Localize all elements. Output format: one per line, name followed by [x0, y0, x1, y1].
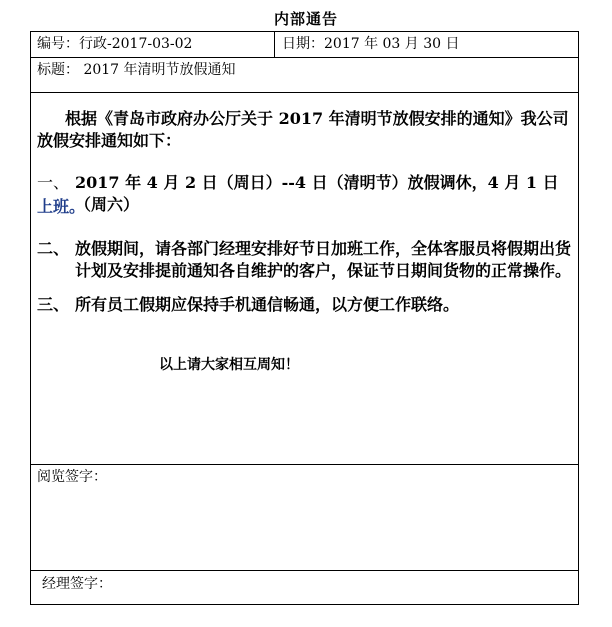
row-divider	[31, 92, 578, 93]
list-item	[37, 294, 575, 316]
document-title: 内部通告	[273, 10, 338, 28]
manager-signature-label: 经理签字：	[42, 576, 112, 592]
item-number: 二、	[37, 239, 70, 258]
item-continuation: 上班。	[37, 197, 86, 216]
document-date: 日期：2017 年 03 月 30 日	[282, 36, 460, 52]
notice-table	[30, 31, 579, 605]
document-number: 编号：行政-2017-03-02	[37, 36, 193, 52]
closing-remark: 以上请大家相互周知！	[159, 357, 299, 373]
row-divider	[31, 570, 578, 571]
item-text: 2017 年 4 月 2 日（周日）--4 日（清明节）放假调休，4 月 1 日（周六）	[75, 173, 559, 214]
item-text: 所有员工假期应保持手机通信畅通，以方便工作联络。	[75, 295, 460, 314]
item-text: 放假期间，请各部门经理安排好节日加班工作，全体客服员将假期出货计划及安排提前通知各自维护的客户，保证节日期间货物的正常操作。	[75, 239, 572, 280]
item-number: 一、	[37, 173, 70, 192]
intro-paragraph: 根据《青岛市政府办公厅关于 2017 年清明节放假安排的通知》我公司放假安排通知如下：	[37, 109, 569, 150]
row-divider	[31, 464, 578, 465]
document-subject: 标题： 2017 年清明节放假通知	[37, 62, 236, 78]
list-item	[37, 238, 575, 282]
item-number: 三、	[37, 295, 70, 314]
review-signature-label: 阅览签字：	[37, 469, 107, 485]
header-divider	[274, 32, 275, 58]
